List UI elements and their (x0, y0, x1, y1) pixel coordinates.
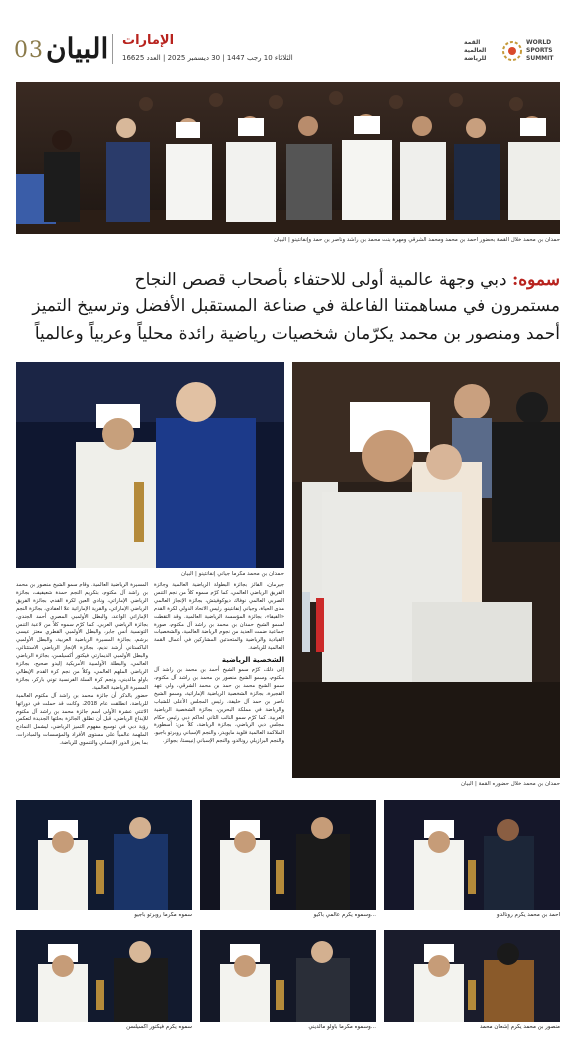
right-portrait-photo (292, 362, 560, 778)
headline-kicker: سموه: (511, 270, 560, 290)
headline-line-1-text: دبي وجهة عالمية أولى للاحتفاء بأصحاب قصص النجاح (134, 270, 507, 290)
grid-caption-2: ...وسموه يكرم عالمي باكيو (313, 912, 376, 918)
grid-caption-3: سموه مكرماً روبرتو باجيو (134, 912, 192, 918)
grid-photo-1 (384, 800, 560, 910)
article-paragraph: المسيرة الرياضية العالمية. وقام سمو الشيخ منصور بن محمد بن راشد آل مكتوم، بتكريم النجم حمدة شعيفيف، بجائزة الرياضي الإماراتي، ونادي العين لكرة القدم، بجائزة الفريق الرياضي الإماراتي، والقرية الإماراتية علا العفادي، بجائزة النجم الإماراتي الواعد، والبطل الأولمبي المصري أحمد الجندي، بجائزة الرياضي العربي. كما كرّم سموه كلاً من لاعبة التنس التونسية أنس جابر، والبطل الأولمبي القطري معتز عيسى برشم، بجائزة المسيرة الرياضية العربية، والبطل الأولمبي الباكستاني أرشد نديم، بجائزة الإنجاز الرياضي الاستثنائي، والبطل الأولمبي الديمارتي فيكتور أكسيلسن، بجائزة الرياضي العالمي، والبطلة الأولمبية الأمريكية إليدو صحيح، بجائزة الرياضي الملهم العالمي، وكلاً من نجم كرة القدم الإيطالي باولو مالديني، ونجم كرة السلة الفرنسية توني باركر، بجائزة المسيرة الرياضية العالمية. (16, 582, 148, 691)
article-paragraph: حضور بالذكر أن جائزة محمد بن راشد آل مكتوم العالمية للرياضة، انطلقت عام 2018، وكانت قد حملت في دوراتها الاثنتي عشرة الأولى اسم جائزة محمد بن راشد آل مكتوم للإبداع الرياضي، قبل أن تطلق الجائزة بحلتها الجديدة لتعكس رؤية دبي في توسيع مفهوم التميز الرياضي، ليشمل النماذج الملهمة عالمياً على مستوى الأفراد والمؤسسات والمبادرات، بما يعزز الدور الإنساني والتنموي للرياضة. (16, 692, 148, 747)
article-paragraph: إلى ذلك، كرّم سمو الشيخ أحمد بن محمد بن راشد آل مكتوم، وسمو الشيخ منصور بن محمد بن راشد آل مكتوم، سمو الشيخ محمد بن حمد بن محمد الشرقي، ولي عهد الفجيرة، بجائزة الشخصية الرياضية الإماراتية، وسمو الشيخ ناصر بن حمد آل خليفة، رئيس المجلس الأعلى للشباب والرياضة في مملكة البحرين، بجائزة الشخصية الرياضية العربية. كما كرّم سمو النائب الثاني لحاكم دبي رئيس حكام مجلس دبي الرياضي، بجائزة الرياضة، كلاً من: أسطورة الملاكمة العالمية فلويد مايويذر، والنجم الإسباني روبرتو باجيو، والنجم البرازيلي رونالدو، والنجم الإسباني إنييستا، بجوائز. (154, 667, 284, 745)
grid-photo-6 (16, 930, 192, 1022)
right-photo-caption: حمدان بن محمد خلال حضوره القمة | البيان (461, 781, 560, 787)
page-number: 03 (14, 38, 44, 63)
newspaper-name: البيان (46, 32, 109, 65)
top-photo-caption: حمدان بن محمد خلال القمة بحضور أحمد بن محمد ومحمد الشرقي ومهرة بنت محمد بن راشد وناصر بن حمد وإنفانتينو | البيان (274, 237, 560, 243)
grid-photo-2 (200, 800, 376, 910)
left-award-photo (16, 362, 284, 568)
masthead (0, 0, 576, 76)
left-photo-caption: حمدان بن محمد مكرماً جياني إنفانتينو | البيان (180, 571, 284, 577)
article-column-right (154, 582, 284, 782)
masthead-divider (112, 34, 113, 64)
top-audience-photo (16, 82, 560, 234)
world-sports-summit-logo: القمة العالمية للرياضة WORLD SPORTS SUMMIT (464, 39, 554, 62)
article-paragraph: جيرمان، الفائز بجائزة البطولة الرياضية العالمية وجائزة الفريق الرياضي العالمي، كما كرّم سموه كلاً من نجم التنس الصربي العالمي نوفاك ديوكوفيتش، بجائزة الإنجاز العالمي مدى الحياة، وجياني إنفانتينو، رئيس الاتحاد الدولي لكرة القدم «الفيفا»، بجائزة المؤسسة الرياضية العالمية. وقد التقطت لسمو الشيخ حمدان بن محمد بن راشد آل مكتوم، صورة جماعية ضمت العديد من نجوم الرياضة العالمية، والشخصيات القيادية والرياضية والمتحدثين المشاركين في أعمال القمة العالمية للرياضة. (154, 582, 284, 652)
grid-photo-4 (384, 930, 560, 1022)
headline-line-1 (16, 270, 560, 290)
article-subhead: الشخصية الرياضية (221, 656, 284, 665)
headline-line-3: أحمد ومنصور بن محمد يكرّمان شخصيات رياضية رائدة محلياً وعربياً وعالمياً (34, 324, 560, 344)
grid-caption-4: منصور بن محمد يكرم إشعان محمد (480, 1024, 560, 1030)
grid-caption-6: سموه يكرم فيكتور أكسيلسن (126, 1024, 192, 1030)
grid-photo-3 (16, 800, 192, 910)
headline-line-2: مستمرون في مساهمتنا الفاعلة في صناعة المستقبل الأفضل وترسيخ التميز (32, 296, 560, 316)
article-column-left (16, 582, 148, 782)
grid-photo-5 (200, 930, 376, 1022)
issue-date-line: الثلاثاء 10 رجب 1447 | 30 ديسمبر 2025 | العدد 16625 (122, 54, 293, 62)
grid-caption-1: أحمد بن محمد يكرم رونالدو (496, 912, 560, 918)
grid-caption-5: ...وسموه مكرماً باولو مالديني (308, 1024, 376, 1030)
section-title: الإمارات (122, 33, 175, 48)
